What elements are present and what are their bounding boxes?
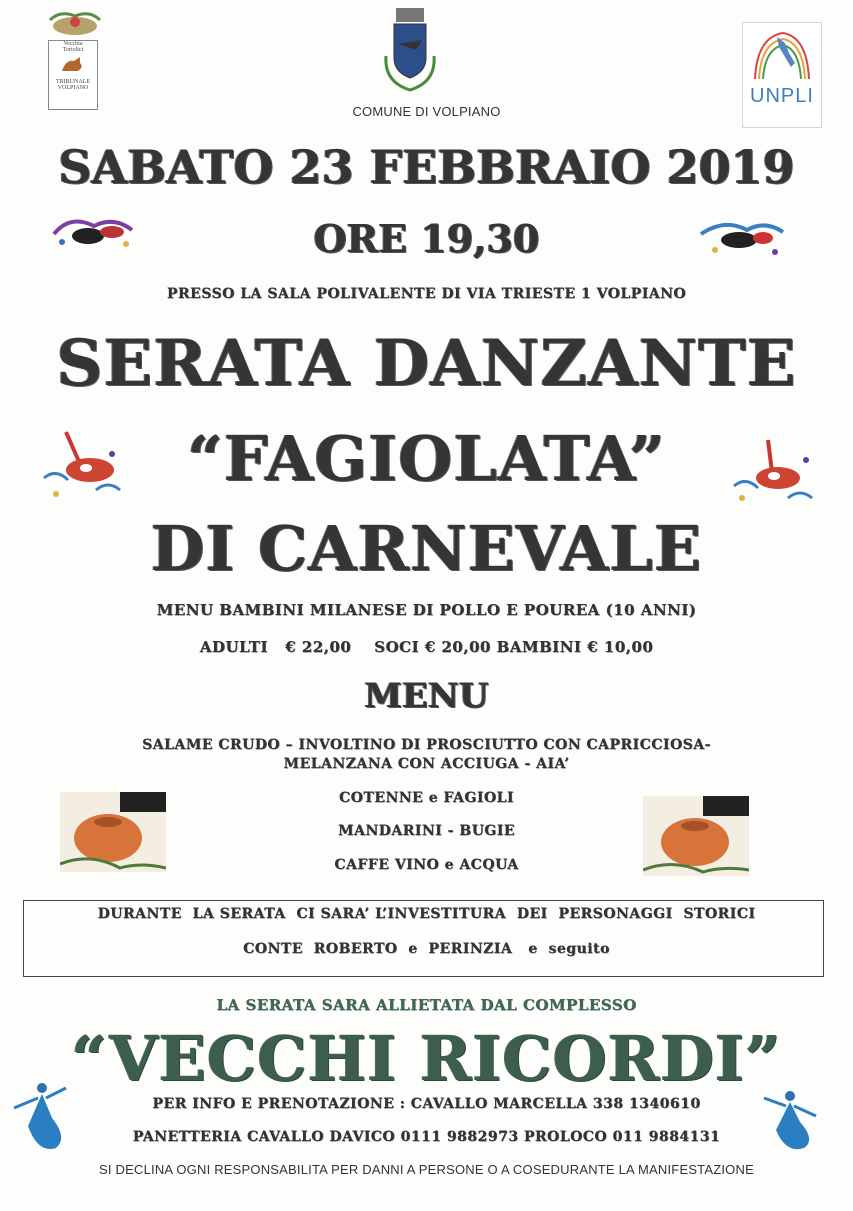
event-location: PRESSO LA SALA POLIVALENTE DI VIA TRIESTE 1 VOLPIANO: [166, 286, 687, 302]
menu-item: CAFFE VINO e ACQUA: [334, 857, 519, 873]
carnival-mask-icon: [728, 436, 818, 508]
event-date: SABATO 23 FEBBRAIO 2019: [58, 140, 795, 194]
comune-label: COMUNE DI VOLPIANO: [352, 104, 501, 119]
unpli-logo: [742, 22, 822, 128]
crest-text: Tortolici: [62, 47, 84, 53]
title-di-carnevale: DI CARNEVALE: [150, 512, 703, 585]
crest-text: VOLPIANO: [57, 85, 89, 91]
info-contact: PER INFO E PRENOTAZIONE : CAVALLO MARCELLA 338 1340610: [152, 1096, 701, 1112]
prices-line: ADULTI € 22,00 SOCI € 20,00 BAMBINI € 10,00: [199, 638, 654, 656]
shield-icon: [380, 6, 440, 96]
carnival-mask-icon: [695, 214, 787, 262]
panetteria-contact: PANETTERIA CAVALLO DAVICO 0111 9882973 PROLOCO 011 9884131: [132, 1129, 721, 1145]
crest-text: TRIBUNALE: [56, 79, 90, 85]
volpiano-crest-logo: [40, 8, 110, 116]
menu-item: [0, 736, 853, 774]
crown-laurel-icon: [40, 8, 110, 42]
bean-pot-image: [643, 796, 749, 876]
title-serata-danzante: SERATA DANZANTE: [56, 326, 797, 401]
menu-line: SALAME CRUDO – INVOLTINO DI PROSCIUTTO CON CAPRICCIOSA-: [142, 737, 711, 753]
menu-item: MANDARINI - BUGIE: [338, 823, 515, 839]
band-name: “VECCHI RICORDI”: [71, 1022, 782, 1095]
title-fagiolata: “FAGIOLATA”: [187, 422, 666, 495]
menu-line: MELANZANA CON ACCIUGA - AIA’: [283, 756, 570, 772]
crest-text: Vecchia: [63, 41, 83, 47]
italy-rainbow-icon: [743, 23, 821, 83]
event-time: ORE 19,30: [313, 216, 540, 261]
notice-line: DURANTE LA SERATA CI SARA’ L’INVESTITURA DEI PERSONAGGI STORICI: [97, 906, 756, 922]
fox-icon: [58, 53, 88, 77]
crest-shield: [48, 40, 98, 110]
notice-line: CONTE ROBERTO e PERINZIA e seguito: [243, 941, 610, 957]
band-intro: LA SERATA SARA ALLIETATA DAL COMPLESSO: [216, 996, 637, 1014]
menu-item: COTENNE e FAGIOLI: [339, 790, 514, 806]
unpli-label: UNPLI: [750, 85, 814, 107]
comune-crest-logo: [380, 6, 440, 96]
menu-bambini: MENU BAMBINI MILANESE DI POLLO E POUREA (10 ANNI): [156, 601, 697, 619]
dancer-icon: [758, 1086, 822, 1154]
menu-heading: MENU: [364, 676, 489, 716]
disclaimer: SI DECLINA OGNI RESPONSABILITA PER DANNI A PERSONE O A COSEDURANTE LA MANIFESTAZIONE: [99, 1162, 754, 1177]
